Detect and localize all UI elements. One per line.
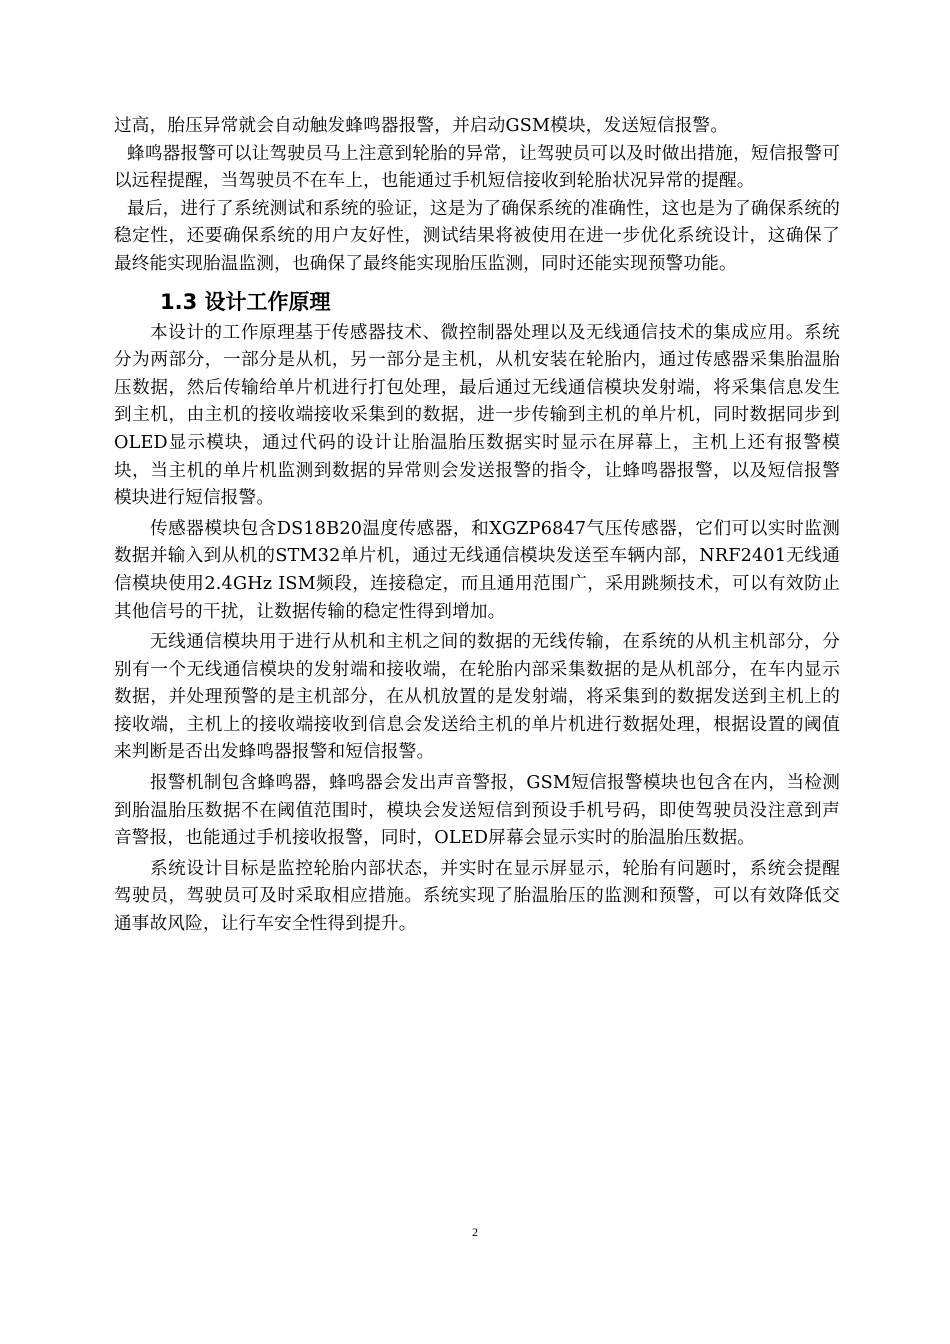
paragraph-sensor-module: 传感器模块包含DS18B20温度传感器，和XGZP6847气压传感器，它们可以实时监测数据并输入到从机的STM32单片机，通过无线通信模块发送至车辆内部，NRF2401无线通信模块使用2.4GHz ISM频段，连接稳定，而且通用范围广，采用跳频技术，可以有效防止其他信号的干扰，让数据传输的稳定性得到增加。 xyxy=(114,518,840,622)
paragraph-wireless-module: 无线通信模块用于进行从机和主机之间的数据的无线传输，在系统的从机主机部分，分别有一个无线通信模块的发射端和接收端，在轮胎内部采集数据的是从机部分，在车内显示数据，并处理预警的是主机部分，在从机放置的是发射端，将采集到的数据发送到主机上的接收端，主机上的接收端接收到信息会发送给主机的单片机进行数据处理，根据设置的阈值来判断是否出发蜂鸣器报警和短信报警。 xyxy=(114,632,840,763)
paragraph-continuation: 过高，胎压异常就会自动触发蜂鸣器报警，并启动GSM模块，发送短信报警。 xyxy=(114,116,729,136)
page-body xyxy=(114,113,840,939)
paragraph-working-principle: 本设计的工作原理基于传感器技术、微控制器处理以及无线通信技术的集成应用。系统分为两部分，一部分是从机，另一部分是主机，从机安装在轮胎内，通过传感器采集胎温胎压数据，然后传输给单片机进行打包处理，最后通过无线通信模块发射端，将采集信息发生到主机，由主机的接收端接收采集到的数据，进一步传输到主机的单片机，同时数据同步到OLED显示模块，通过代码的设计让胎温胎压数据实时显示在屏幕上，主机上还有报警模块，当主机的单片机监测到数据的异常则会发送报警的指令，让蜂鸣器报警，以及短信报警模块进行短信报警。 xyxy=(114,322,840,509)
paragraph-system-testing: 最后，进行了系统测试和系统的验证，这是为了确保系统的准确性，这也是为了确保系统的稳定性，还要确保系统的用户友好性，测试结果将被使用在进一步优化系统设计，这确保了最终能实现胎温监测，也确保了最终能实现胎压监测，同时还能实现预警功能。 xyxy=(114,198,840,274)
section-heading: 1.3 设计工作原理 xyxy=(160,289,331,314)
paragraph-alarm-mechanism: 报警机制包含蜂鸣器，蜂鸣器会发出声音警报，GSM短信报警模块也包含在内，当检测到胎温胎压数据不在阈值范围时，模块会发送短信到预设手机号码，即使驾驶员没注意到声音警报，也能通过手机接收报警，同时，OLED屏幕会显示实时的胎温胎压数据。 xyxy=(114,773,840,849)
paragraph-design-goal: 系统设计目标是监控轮胎内部状态，并实时在显示屏显示，轮胎有问题时，系统会提醒驾驶员，驾驶员可及时采取相应措施。系统实现了胎温胎压的监测和预警，可以有效降低交通事故风险，让行车安全性得到提升。 xyxy=(114,858,840,935)
page-number: 2 xyxy=(472,1225,478,1239)
paragraph-buzzer-alarm: 蜂鸣器报警可以让驾驶员马上注意到轮胎的异常，让驾驶员可以及时做出措施，短信报警可以远程提醒，当驾驶员不在车上，也能通过手机短信接收到轮胎状况异常的提醒。 xyxy=(114,143,840,192)
